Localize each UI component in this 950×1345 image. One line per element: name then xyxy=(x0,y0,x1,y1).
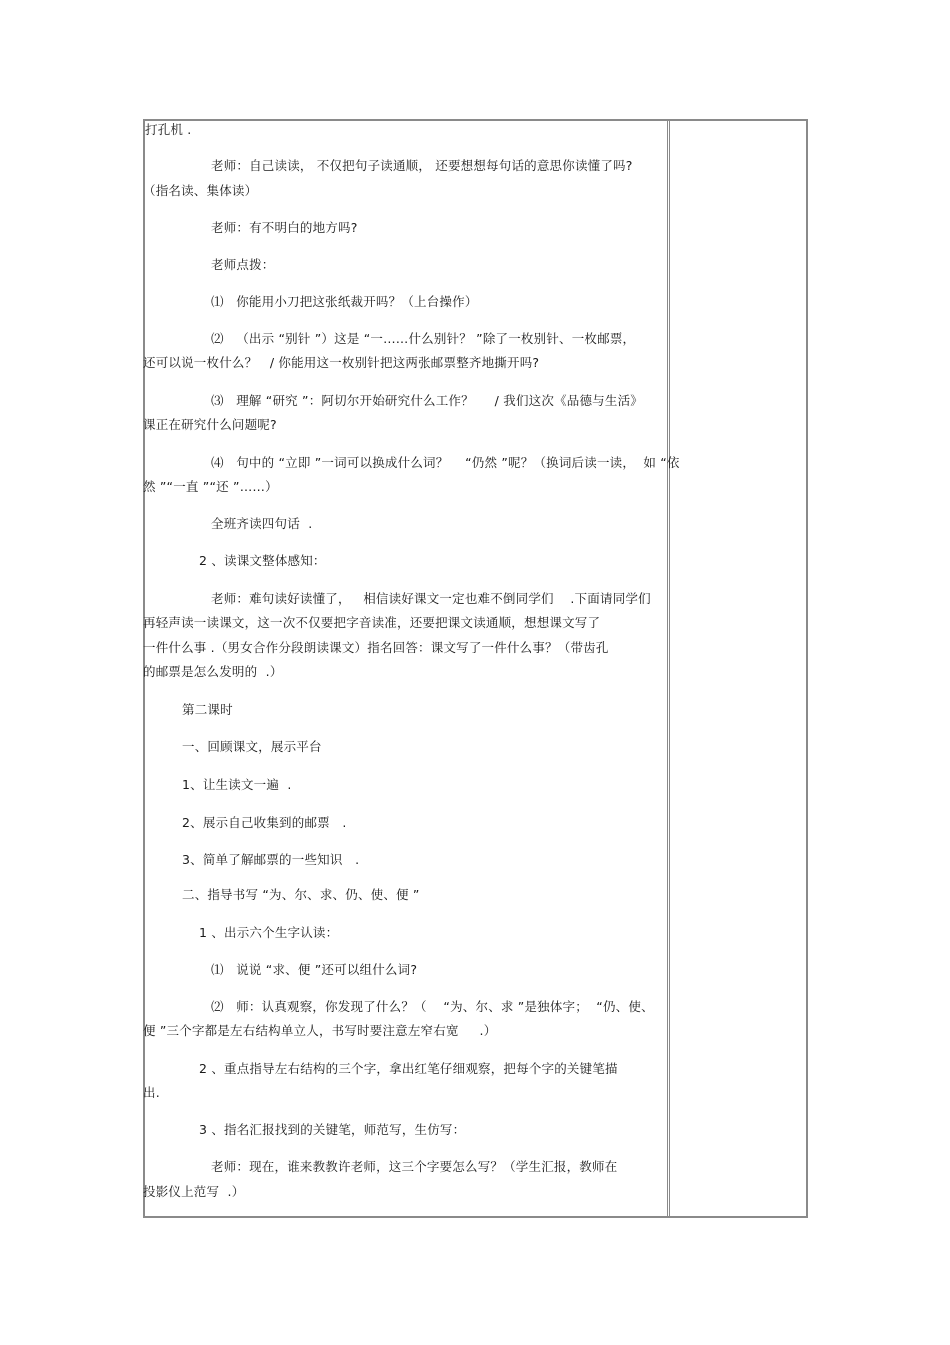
list-item: 3 、指名汇报找到的关键笔，师范写，生仿写： xyxy=(199,1122,466,1137)
list-item: 2 、重点指导左右结构的三个字，拿出红笔仔细观察，把每个字的关键笔描 xyxy=(199,1061,618,1076)
text-line: ⑶ 理解 “研究 ”：阿切尔开始研究什么工作？ / 我们这次《品德与生活》 xyxy=(211,393,643,408)
text-line: 老师：有不明白的地方吗? xyxy=(211,220,358,235)
text-line: 还可以说一枚什么？ / 你能用这一枚别针把这两张邮票整齐地撕开吗? xyxy=(143,355,540,370)
section-heading: 二、指导书写 “为、尔、求、仍、使、便 ” xyxy=(182,887,420,902)
section-heading: 一、回顾课文，展示平台 xyxy=(182,739,322,754)
text-line: 打孔机 . xyxy=(145,122,192,137)
text-line: 再轻声读一读课文，这一次不仅要把字音读准，还要把课文读通顺，想想课文写了 xyxy=(143,615,601,630)
list-item: 2、展示自己收集到的邮票 . xyxy=(182,815,347,830)
text-line: ⑵ 师：认真观察，你发现了什么？（ “为、尔、求 ”是独体字； “仍、使、 xyxy=(211,999,654,1014)
notes-column xyxy=(670,121,806,1216)
lesson-period-heading: 第二课时 xyxy=(182,702,233,717)
list-item: 1 、出示六个生字认读： xyxy=(199,925,339,940)
text-line: 老师：难句读好读懂了， 相信读好课文一定也难不倒同学们 .下面请同学们 xyxy=(211,591,651,606)
text-line: 课正在研究什么问题呢? xyxy=(143,417,277,432)
text-line: 然 ”“一直 ”“还 ”……） xyxy=(143,479,278,494)
text-line: 老师：自己读读， 不仅把句子读通顺， 还要想想每句话的意思你读懂了吗? xyxy=(211,158,633,173)
text-line: 出. xyxy=(143,1085,160,1100)
list-item: 3、简单了解邮票的一些知识 . xyxy=(182,852,360,867)
text-line: ⑷ 句中的 “立即 ”一词可以换成什么词？ “仍然 ”呢？（换词后读一读， 如 “依 xyxy=(211,455,680,470)
text-line: ⑵ （出示 “别针 ”）这是 “一……什么别针？ ”除了一枚别针、一枚邮票， xyxy=(211,331,636,346)
text-line: 的邮票是怎么发明的 .） xyxy=(143,664,283,679)
text-line: ⑴ 你能用小刀把这张纸裁开吗？（上台操作） xyxy=(211,294,478,309)
text-line: 老师点拨： xyxy=(211,257,275,272)
section-heading: 2 、读课文整体感知： xyxy=(199,553,326,568)
text-line: ⑴ 说说 “求、便 ”还可以组什么词? xyxy=(211,962,418,977)
text-line: （指名读、集体读） xyxy=(143,183,258,198)
text-line: 一件什么事 .（男女合作分段朗读课文）指名回答：课文写了一件什么事？（带齿孔 xyxy=(143,640,609,655)
text-line: 便 ”三个字都是左右结构单立人，书写时要注意左窄右宽 .） xyxy=(143,1023,497,1038)
list-item: 1、让生读文一遍 . xyxy=(182,777,292,792)
text-line: 投影仪上范写 .） xyxy=(143,1184,245,1199)
text-line: 老师：现在，谁来教教许老师，这三个字要怎么写？（学生汇报，教师在 xyxy=(211,1159,618,1174)
text-line: 全班齐读四句话 . xyxy=(211,516,313,531)
